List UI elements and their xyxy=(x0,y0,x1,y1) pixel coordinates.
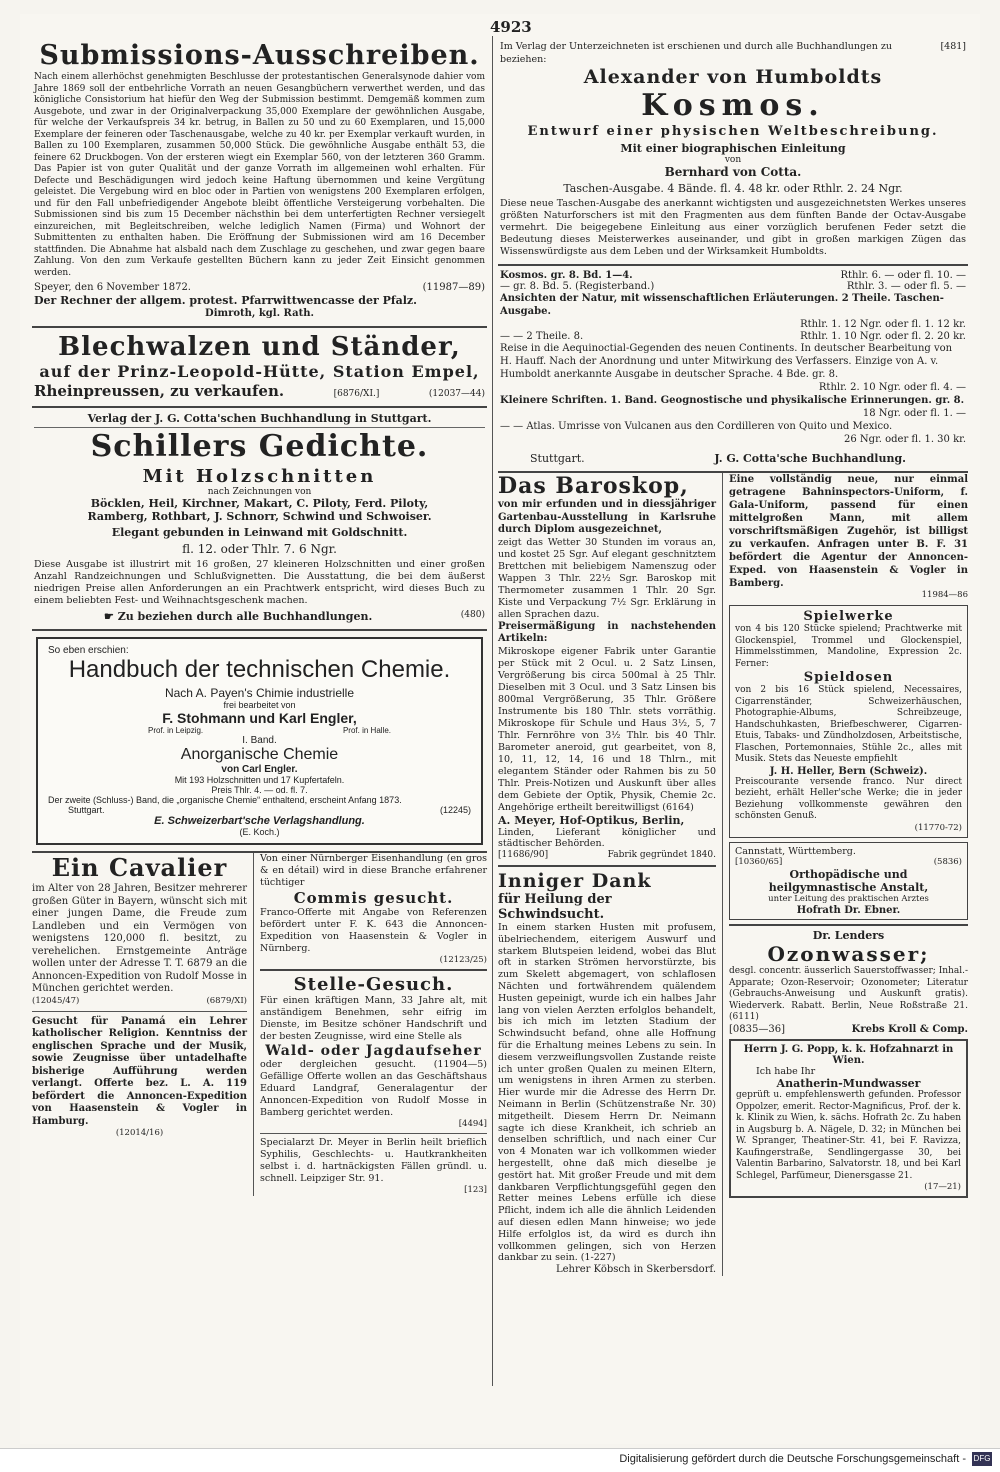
ad-binding: Elegant gebunden in Leinwand mit Goldschnitt. xyxy=(111,526,408,539)
ad-artists: Böcklen, Heil, Kirchner, Makart, C. Piloty, Ferd. Piloty, xyxy=(90,497,429,510)
ad-artists: Ramberg, Rothbart, J. Schnorr, Schwind und Schwoiser. xyxy=(87,510,432,523)
ad-popp xyxy=(729,1039,968,1199)
ad-publisher: J. G. Cotta'sche Buchhandlung. xyxy=(714,452,906,465)
ad-body: Franco-Offerte mit Angabe von Referenzen befördert unter F. K. 643 die Annoncen-Expedition von Haasenstein & Vogler in Nürnberg. xyxy=(260,907,487,954)
ad-sub: von mir erfunden und in diessjähriger Gartenbau-Ausstellung in Karlsruhe durch Diplom ausgezeichnet, xyxy=(498,499,716,535)
ad-line: von Carl Engler. xyxy=(221,764,298,775)
ad-title: Das Baroskop, xyxy=(498,473,689,499)
page-number: 4923 xyxy=(490,18,532,36)
ad-line: (E. Koch.) xyxy=(239,827,280,837)
ad-title: Blechwalzen und Ständer, xyxy=(58,332,461,362)
ad-addr: Linden, Lieferant königlicher und städtischer Behörden. xyxy=(498,826,716,849)
ad-body: zeigt das Wetter 30 Stunden im voraus an, und kostet 25 Sgr. Auf elegant geschnitztem Brettchen mit beliebigem Namenszug oder Wappen 3 Thlr. 22½ Sgr. Baroskop mit Thermometer zusammen 1 Thlr. 20 Sgr. Kiste und Verpackung 7½ Sgr. Erklärung in allen Sprachen dazu. xyxy=(498,536,716,620)
ad-title: Handbuch der technischen Chemie. xyxy=(68,656,451,683)
ad-editor: Bernhard von Cotta. xyxy=(664,165,802,179)
ad-body: Gesucht für Panamá ein Lehrer katholischer Religion. Kenntniss der englischen Sprache und der Musik, sowie Zeugnisse über untadelhafte bisherige Aufführung werden verlangt. Offerte bez. L. A. 119 befördert die Annoncen-Expedition von Haasenstein & Vogler in Hamburg. xyxy=(32,1015,247,1127)
ad-ref: (6879/XI) xyxy=(206,995,247,1006)
ad-title: Ein Cavalier xyxy=(51,853,228,882)
ad-line: Prof. in Halle. xyxy=(342,726,391,735)
ad-body: Für einen kräftigen Mann, 33 Jahre alt, mit anständigem Benehmen, sehr eifrig im Dienste, im Besitze schöner Handschrift und der besten Zeugnisse, wird eine Stelle als xyxy=(260,995,487,1042)
ad-right-bottom-left xyxy=(498,473,723,1276)
ad-place: Stuttgart. xyxy=(68,805,105,815)
ad-ref: (11987—89) xyxy=(422,282,485,293)
ad-by: nach Zeichnungen von xyxy=(207,487,312,497)
ad-title: Spieldosen xyxy=(803,670,894,685)
ad-line: Nach A. Payen's Chimie industrielle xyxy=(164,686,355,700)
ad-body: desgl. concentr. äusserlich Sauerstoffwasser; Inhal.-Apparate; Ozon-Reservoir; Ozonometer; Literatur (Gebrauchs-Anweisung und Auskunft gratis). Wiederverk. Rabatt. Berlin, Neue Roßstraße 21. (6111) xyxy=(729,966,968,1022)
ad-ref: 11984—86 xyxy=(921,590,968,600)
ad-right-bottom-right xyxy=(723,473,968,1276)
ad-line: Mit einer biographischen Einleitung xyxy=(620,142,846,155)
ad-right-bottom xyxy=(498,473,968,1276)
list-item: Ansichten der Natur, mit wissenschaftlichen Erläuterungen. 2 Theile. Taschen-Ausgabe. Rthlr. 1. 12 Ngr. oder fl. 1. 12 kr. xyxy=(500,293,966,330)
ad-ref: [6876/XI.] xyxy=(333,389,380,399)
ad-body: Von einer Nürnberger Eisenhandlung (en gros & en détail) wird in diese Branche erfahrener tüchtiger xyxy=(260,853,487,888)
ad-role: Wald- oder Jagdaufseher xyxy=(265,1043,482,1059)
ad-ref: [11686/90] xyxy=(498,849,549,860)
ad-ref: [10360/65] xyxy=(735,857,783,867)
list-item: Reise in die Aequinoctial-Gegenden des neuen Continents. In deutscher Bearbeitung von H. Hauff. Nach der Anordnung und unter Mitwirkung des Verfassers. Einzige von A. v. Humboldt anerkannte Ausgabe in deutscher Sprache. 4 Bde. gr. 8. Rthlr. 2. 10 Ngr. oder fl. 4. — xyxy=(500,343,966,393)
ad-line: frei bearbeitet von xyxy=(223,700,296,710)
ad-cannstatt xyxy=(729,842,968,921)
ad-ref: [481] xyxy=(940,41,966,52)
ad-heading: Preisermäßigung in nachstehenden Artikeln: xyxy=(498,620,716,644)
ad-ref: (11770-72) xyxy=(914,822,962,833)
ad-publisher: Verlag der J. G. Cotta'schen Buchhandlung in Stuttgart. xyxy=(34,412,485,428)
ad-body: oder dergleichen gesucht. (11904—5) Gefällige Offerte wollen an das Geschäftshaus Eduard Landgraf, Generalagentur der Annoncen-Expedition von Rudolf Mosse in Bamberg gerichtet werden. xyxy=(260,1059,487,1118)
ad-ref: [4494] xyxy=(458,1119,487,1129)
ad-intro: Im Verlag der Unterzeichneten ist erschienen und durch alle Buchhandlungen zu beziehen: xyxy=(500,41,892,65)
ad-body: Mikroskope eigener Fabrik unter Garantie per Stück mit 2 Ocul. u. 2 Satz Linsen, Vergrößerung bis circa 500mal à 25 Thlr. Dieselben mit 3 Ocul. und 3 Satz Linsen bis 800mal Vergrößerung, 35 Thlr. Größere Instrumente bis 180 Thlr. stets vorräthig. Mikroskope für Schule und Haus 3½, 5, 7 Thlr. Fernröhre von 3½ Thlr. bis 40 Thlr. Barometer aneroid, gut gearbeitet, von 8, 10, 11, 12, 14, 16 und 18 Thlrn., mit elegantem Ständer oder Rahmen bis zu 50 Thlr. Preis-Notizen und Auskunft über alles dem Gebiete der Optik, Physik, Chemie 2c. Angehörige ertheilt bereitwilligst (6164) xyxy=(498,645,716,813)
ad-edition: Taschen-Ausgabe. 4 Bände. fl. 4. 48 kr. oder Rthlr. 2. 24 Ngr. xyxy=(563,182,903,195)
ad-place-date: Speyer, den 6 November 1872. xyxy=(34,282,191,293)
list-item: — gr. 8. Bd. 5. (Registerband.) Rthlr. 3. — oder fl. 5. — xyxy=(500,281,966,292)
ad-firm: A. Meyer, Hof-Optikus, Berlin, xyxy=(498,813,685,827)
ad-body: geprüft u. empfehlenswerth gefunden. Professor Oppolzer, emerit. Rector-Magnificus, Prof. der k. k. Klinik zu Wien, k. sächs. Hofrath 2c. Zu haben in Augsburg b. A. Nägele, D. 32; in München bei W. Spranger, Theatiner-Str. 41, bei F. Ravizza, Kaufingerstraße, Sendlingergasse 30, bei Valentin Barbarino, Salvatorstr. 18, und bei Karl Schlegel, Parfümeur, Dienersgasse 21. xyxy=(736,1090,961,1181)
ad-subject: Anorganische Chemie xyxy=(180,746,339,763)
ad-firm: J. H. Heller, Bern (Schweiz). xyxy=(769,765,928,777)
ad-bottom-left xyxy=(32,853,254,1196)
ad-title: Herrn J. G. Popp, k. k. Hofzahnarzt in Wien. xyxy=(743,1043,954,1066)
ad-body: Diese neue Taschen-Ausgabe des anerkannt wichtigsten und ausgezeichnetsten Werkes unseres größten Naturforschers ist mit den Fragmenten aus dem fünften Bande der Octav-Ausgabe vermehrt. Die beigegebene Einleitung aus einer vorzüglich berufenen Feder setzt die Bedeutung dieses Meisterwerkes auseinander, und gibt in großen markigen Zügen das Wissenswürdigste aus dem Leben und der Wirksamkeit Humboldts. xyxy=(500,198,966,257)
ad-spielwerke xyxy=(729,605,968,838)
list-item: — — 2 Theile. 8. Rthlr. 1. 10 Ngr. oder fl. 2. 20 kr. xyxy=(500,331,966,342)
ad-title: Submissions-Ausschreiben. xyxy=(39,40,480,71)
ad-blechwalzen xyxy=(32,328,487,408)
ad-authors: F. Stohmann und Karl Engler, xyxy=(162,710,357,726)
ad-intro: So eben erschien: xyxy=(48,645,129,656)
left-column xyxy=(32,36,487,1196)
ad-ozon xyxy=(729,924,968,1035)
ad-price: Preis Thlr. 4. — od. fl. 7. xyxy=(211,785,308,795)
ad-author: Alexander von Humboldts xyxy=(583,66,883,88)
ad-ref: (12014/16) xyxy=(115,1128,164,1138)
ad-bottom-right xyxy=(254,853,487,1196)
dfg-logo: DFG xyxy=(972,1452,992,1466)
ad-ref: (12037—44) xyxy=(428,389,485,399)
ad-ref: (5836) xyxy=(933,857,962,867)
right-column xyxy=(498,36,968,1276)
newspaper-page xyxy=(20,14,980,1444)
ad-body: von 4 bis 120 Stücke spielend; Prachtwerke mit Glockenspiel, Trommel und Glockenspiel, Himmelsstimmen, Mandoline, Expression 2c. Ferner: xyxy=(735,624,962,669)
ad-publisher: E. Schweizerbart'sche Verlagshandlung. xyxy=(154,815,365,827)
ad-signer: Lehrer Köbsch in Skerbersdorf. xyxy=(555,1264,716,1276)
ad-body: Preiscourante versende franco. Nur direct bezieht, erhält Heller'sche Werke; die in jeder Beziehung vollkommenste gewähren den schönsten Genuß. xyxy=(735,776,962,821)
footer-text: Digitalisierung gefördert durch die Deutsche Forschungsgemeinschaft - xyxy=(619,1453,966,1465)
ad-body: Nach einem allerhöchst genehmigten Beschlusse der protestantischen Generalsynode dahier vom Jahre 1869 soll der entbehrliche Vorrath an neuen Gesangbüchern verwerthet werden, und das königliche Consistorium hat hiefür den Weg der Submission bestimmt. Demgemäß kommen zum Ausgebote, und zwar in der Originalverpackung 35,000 Exemplare der gewöhnlichen Ausgabe, für welche der Verkaufspreis 34 kr. betrug, in Ballen zu 50 und zu 60 Exemplaren, und 15,000 Exemplare der feineren oder Taschenausgabe, welche zu 40 kr. per Exemplar verkauft wurden, in Ballen zu 100 Exemplaren, zusammen 50,000 Stück. Die gewöhnliche Ausgabe enthält 53, die feinere 62 Druckbogen. Von der ersteren wiegt ein Exemplar 560, von der letzteren 360 Gramm. Das Papier ist von guter Qualität und der ganze Vorrath im allgemeinen wohl erhalten. Für Defecte und Beschädigungen wird jedoch keine Haftung übernommen und keine Vergütung geleistet. Die Vergebung wird en bloc oder in Partien von wenigstens 200 Exemplaren erfolgen, und für den Fall unbefriedigender Angebote bleibt öffentliche Versteigerung vorbehalten. Die Submissionen sind bis zum 15 December nächsthin bei dem unterfertigten Rechner versiegelt einzureichen, mit Begleitschreiben, welche lediglich Namen (Firma) und Wohnort der Submittenten zu enthalten haben. Die Eröffnung der Submissionen wird am 16 December stattfinden. Die Abnahme hat alsbald nach dem Zuschlage zu geschehen, und zwar gegen baare Zahlung. Von den zum Verkaufe gestellten Büchern kann zu jeder Zeit Einsicht genommen werden. xyxy=(34,72,485,278)
ad-line: Prof. in Leipzig. xyxy=(148,726,204,735)
ad-product: Anatherin-Mundwasser xyxy=(776,1077,921,1090)
ad-body: In einem starken Husten mit profusem, übelriechendem, eiterigem Auswurf und starkem Blutspeien leidend, wobei das Blut oft in starken Strömen hervorstürzte, bis zum Skelett abgemagert, von schlaflosen Nächten und fortwährendem quälendem Husten gepeinigt, wurde ich ein halbes Jahr lang von vielen Aerzten erfolglos behandelt, bis ich mich im letzten Stadium der Schwindsucht befand, ohne alle Hoffnung für die Erhaltung meines Lebens zu sein. In diesem verzweiflungsvollen Zustande reiste ich unter großen Qualen zu meinen Eltern, um wenigstens in ihren Armen zu sterben. Hier wurde mir die Adresse des Herrn Dr. Neimann in Berlin (Schützenstraße Nr. 30) mitgetheilt. Diesem Herrn Dr. Neimann sagte ich diese Krankheit, ich schrieb an denselben schriftlich, und nach einer Cur von 4 Monaten war ich vollkommen wieder hergestellt, ohne daß mich dieselbe je gestört hat. Mit großer Freude und mit dem dankbaren Verpflichtungsgefühl gegen den Retter meines Lebens erfülle ich diese Pflicht, indem ich alle die ähnlich Leidenden auf diesen edlen Mann hinweise; wo jede Hilfe erfolglos ist, da wird es durch ihn vollkommen gelingen, sich von Herzen dankbar zu sein. (1-227) xyxy=(498,922,716,1264)
ad-body: von 2 bis 16 Stück spielend, Necessaires, Cigarrenständer, Schweizerhäuschen, Photographie-Albums, Schreibzeuge, Handschuhkasten, Briefbeschwerer, Cigarren-Etuis, Tabaks- und Zündholzdosen, Arbeitstische, Flaschen, Portemonnaies, Stühle 2c., alles mit Musik. Stets das Neueste empfiehlt xyxy=(735,685,962,764)
ad-body: Diese Ausgabe ist illustrirt mit 16 großen, 27 kleineren Holzschnitten und einer großen Anzahl Randzeichnungen und Schlußvignetten. Die Ausstattung, die bei dem äußerst niedrigen Preise allen Anforderungen an ein Prachtwerk entspricht, wird dieses Buch zu einem beliebten Fest- und Weihnachtsgeschenk machen. xyxy=(34,559,485,606)
ad-submission xyxy=(32,36,487,328)
ad-kosmos xyxy=(498,36,968,266)
digitization-footer xyxy=(0,1448,1000,1472)
ad-subtitle: Mit Holzschnitten xyxy=(142,466,377,487)
ad-body: im Alter von 28 Jahren, Besitzer mehrerer großen Güter in Bayern, wünscht sich mit einer jungen Dame, die Freude zum Landleben und ein Vermögen von wenigstens 120,000 fl. besitzt, zu verehelichen. Ernstgemeinte Anträge wollen unter der Adresse T. T. 6879 an die Annoncen-Expedition von Rudolf Mosse in München gerichtet werden. xyxy=(32,883,247,994)
ad-title: Stelle-Gesuch. xyxy=(293,974,454,995)
ad-line: unter Leitung des praktischen Arztes xyxy=(768,894,929,904)
ad-founded: Fabrik gegründet 1840. xyxy=(607,849,716,860)
ad-ref: (17—21) xyxy=(924,1182,961,1192)
ad-ref: (12045/47) xyxy=(32,995,80,1006)
ad-doc: Dr. Lenders xyxy=(812,929,885,942)
ad-title: Kosmos. xyxy=(641,88,825,123)
list-item: Kleinere Schriften. 1. Band. Geognostische und physikalische Erinnerungen. gr. 8. 18 Ngr. oder fl. 1. — xyxy=(500,395,966,419)
ad-ref: (12123/25) xyxy=(439,955,487,965)
ad-chemie xyxy=(36,637,483,845)
list-item: Kosmos. gr. 8. Bd. 1—4. Rthlr. 6. — oder fl. 10. — xyxy=(500,270,966,281)
ad-title: Spielwerke xyxy=(803,609,894,624)
ad-bottom-row xyxy=(32,851,487,1196)
ad-line: I. Band. xyxy=(242,735,277,746)
ad-line: Rheinpreussen, zu verkaufen. xyxy=(34,382,285,400)
ad-subtitle: Entwurf einer physischen Weltbeschreibung. xyxy=(527,124,939,139)
ad-title: Commis gesucht. xyxy=(293,889,454,907)
ad-line: auf der Prinz-Leopold-Hütte, Station Empel, xyxy=(39,362,480,381)
ad-footer: ☛ Zu beziehen durch alle Buchhandlungen. xyxy=(104,610,373,623)
ad-body: Eine vollständig neue, nur einmal getragene Bahninspectors-Uniform, f. Gala-Uniform, passend für einen mittelgroßen Mann, mit allem vorschriftsmäßigen Zugehör, ist billigst zu verkaufen. Anfragen unter B. F. 31 befördert die Agentur der Annoncen-Exped. von Haasenstein & Vogler in Bamberg. xyxy=(729,474,968,589)
ad-ref: (12245) xyxy=(439,805,471,815)
ad-schiller xyxy=(32,408,487,631)
kosmos-price-list xyxy=(498,266,968,473)
ad-sub: für Heilung der Schwindsucht. xyxy=(498,892,612,922)
ad-line: Mit 193 Holzschnitten und 17 Kupfertafeln. xyxy=(174,775,345,785)
ad-body: Specialarzt Dr. Meyer in Berlin heilt brieflich Syphilis, Geschlechts- u. Hautkrankheiten selbst i. d. hartnäckigsten Fällen gründl. u. schnell. Leipziger Str. 91. xyxy=(260,1137,487,1184)
ad-line: Der zweite (Schluss-) Band, die „organische Chemie“ enthaltend, erscheint Anfang 1873. xyxy=(48,795,402,805)
ad-title: Orthopädische und heilgymnastische Anstalt, xyxy=(768,868,929,894)
ad-title: Inniger Dank xyxy=(498,870,652,892)
ad-title: Ozonwasser; xyxy=(767,942,930,966)
list-item: — — Atlas. Umrisse von Vulcanen aus den Cordilleren von Quito und Mexico. 26 Ngr. oder fl. 1. 30 kr. xyxy=(500,421,966,445)
ad-line: von xyxy=(724,155,742,165)
ad-firm: Krebs Kroll & Comp. xyxy=(851,1023,968,1035)
ad-signer: Der Rechner der allgem. protest. Pfarrwittwencasse der Pfalz. xyxy=(34,294,417,307)
ad-doc: Hofrath Dr. Ebner. xyxy=(796,905,901,916)
ad-ref: [0835—36] xyxy=(729,1023,785,1035)
ad-place: Stuttgart. xyxy=(530,452,585,465)
ad-line: Ich habe Ihr xyxy=(756,1065,816,1077)
ad-ref: [123] xyxy=(464,1185,487,1195)
ad-signer2: Dimroth, kgl. Rath. xyxy=(205,308,314,319)
ad-title: Schillers Gedichte. xyxy=(90,429,429,464)
column-divider xyxy=(492,36,493,1386)
ad-price: fl. 12. oder Thlr. 7. 6 Ngr. xyxy=(182,542,337,556)
ad-ref: (480) xyxy=(460,610,485,620)
ad-place: Cannstatt, Württemberg. xyxy=(735,845,856,857)
pointing-hand-icon: ☛ xyxy=(104,610,118,623)
